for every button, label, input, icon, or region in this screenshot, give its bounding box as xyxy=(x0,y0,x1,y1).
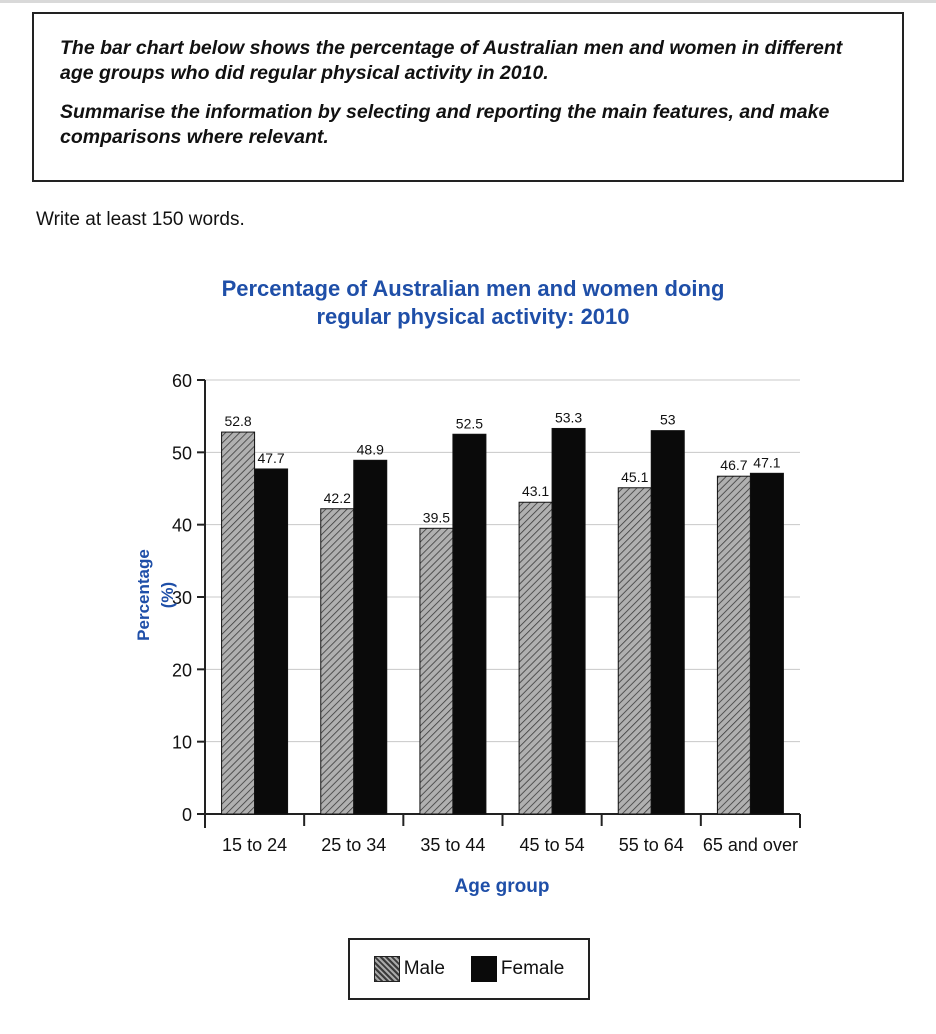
chart-title-line-2: regular physical activity: 2010 xyxy=(316,304,630,329)
data-label: 47.1 xyxy=(753,454,781,471)
legend-item-male xyxy=(374,956,445,982)
x-tick-label: 35 to 44 xyxy=(420,835,486,855)
data-label: 53 xyxy=(659,411,676,428)
y-tick-label: 50 xyxy=(171,443,192,464)
legend-swatch-male xyxy=(374,956,400,982)
x-tick-label: 45 to 54 xyxy=(519,835,585,855)
bar-male xyxy=(519,502,552,814)
bar-male xyxy=(321,509,354,814)
data-label: 42.2 xyxy=(323,489,351,506)
data-label: 43.1 xyxy=(521,483,550,500)
bar-female xyxy=(552,428,585,814)
word-count-instruction: Write at least 150 words. xyxy=(36,209,245,230)
data-label: 48.9 xyxy=(356,441,384,458)
legend-label-male: Male xyxy=(403,958,445,979)
bar-female xyxy=(453,434,486,814)
y-tick-label: 10 xyxy=(171,732,192,753)
y-axis-label: Percentage (%) xyxy=(134,549,177,641)
y-tick-label: 40 xyxy=(171,515,192,536)
legend-label-female: Female xyxy=(500,958,565,979)
data-label: 45.1 xyxy=(621,468,649,485)
y-tick-label: 0 xyxy=(181,805,192,825)
bar-male xyxy=(717,476,750,814)
legend-item-female xyxy=(471,956,564,982)
y-tick-label: 60 xyxy=(171,371,192,391)
x-tick-label: 25 to 34 xyxy=(321,835,387,855)
data-label: 39.5 xyxy=(422,509,451,526)
x-tick-label: 65 and over xyxy=(702,835,798,855)
data-label: 52.5 xyxy=(455,415,484,432)
chart-legend xyxy=(348,938,590,1000)
data-label: 47.7 xyxy=(257,449,285,466)
y-tick-label: 30 xyxy=(171,588,192,608)
bar-female xyxy=(354,460,387,814)
bar-male xyxy=(420,528,453,814)
y-tick-label: 20 xyxy=(171,660,192,681)
x-tick-label: 15 to 24 xyxy=(222,835,288,855)
data-label: 52.8 xyxy=(224,413,252,430)
bar-male xyxy=(222,432,255,814)
data-label: 46.7 xyxy=(720,457,748,474)
bar-male xyxy=(618,488,651,814)
x-axis-label: Age group xyxy=(454,876,550,897)
bar-female xyxy=(255,469,288,814)
x-tick-label: 55 to 64 xyxy=(618,835,684,855)
bar-female xyxy=(750,473,783,814)
task-paragraph-2: Summarise the information by selecting and reporting the main features, and make comparisons where relevant. xyxy=(60,101,830,148)
data-label: 53.3 xyxy=(554,409,583,426)
bar-female xyxy=(651,431,684,814)
task-paragraph-1: The bar chart below shows the percentage of Australian men and women in different age groups who did regular physical activity in 2010. xyxy=(60,37,843,84)
legend-swatch-female xyxy=(471,956,497,982)
chart-title-line-1: Percentage of Australian men and women doing xyxy=(221,276,725,301)
